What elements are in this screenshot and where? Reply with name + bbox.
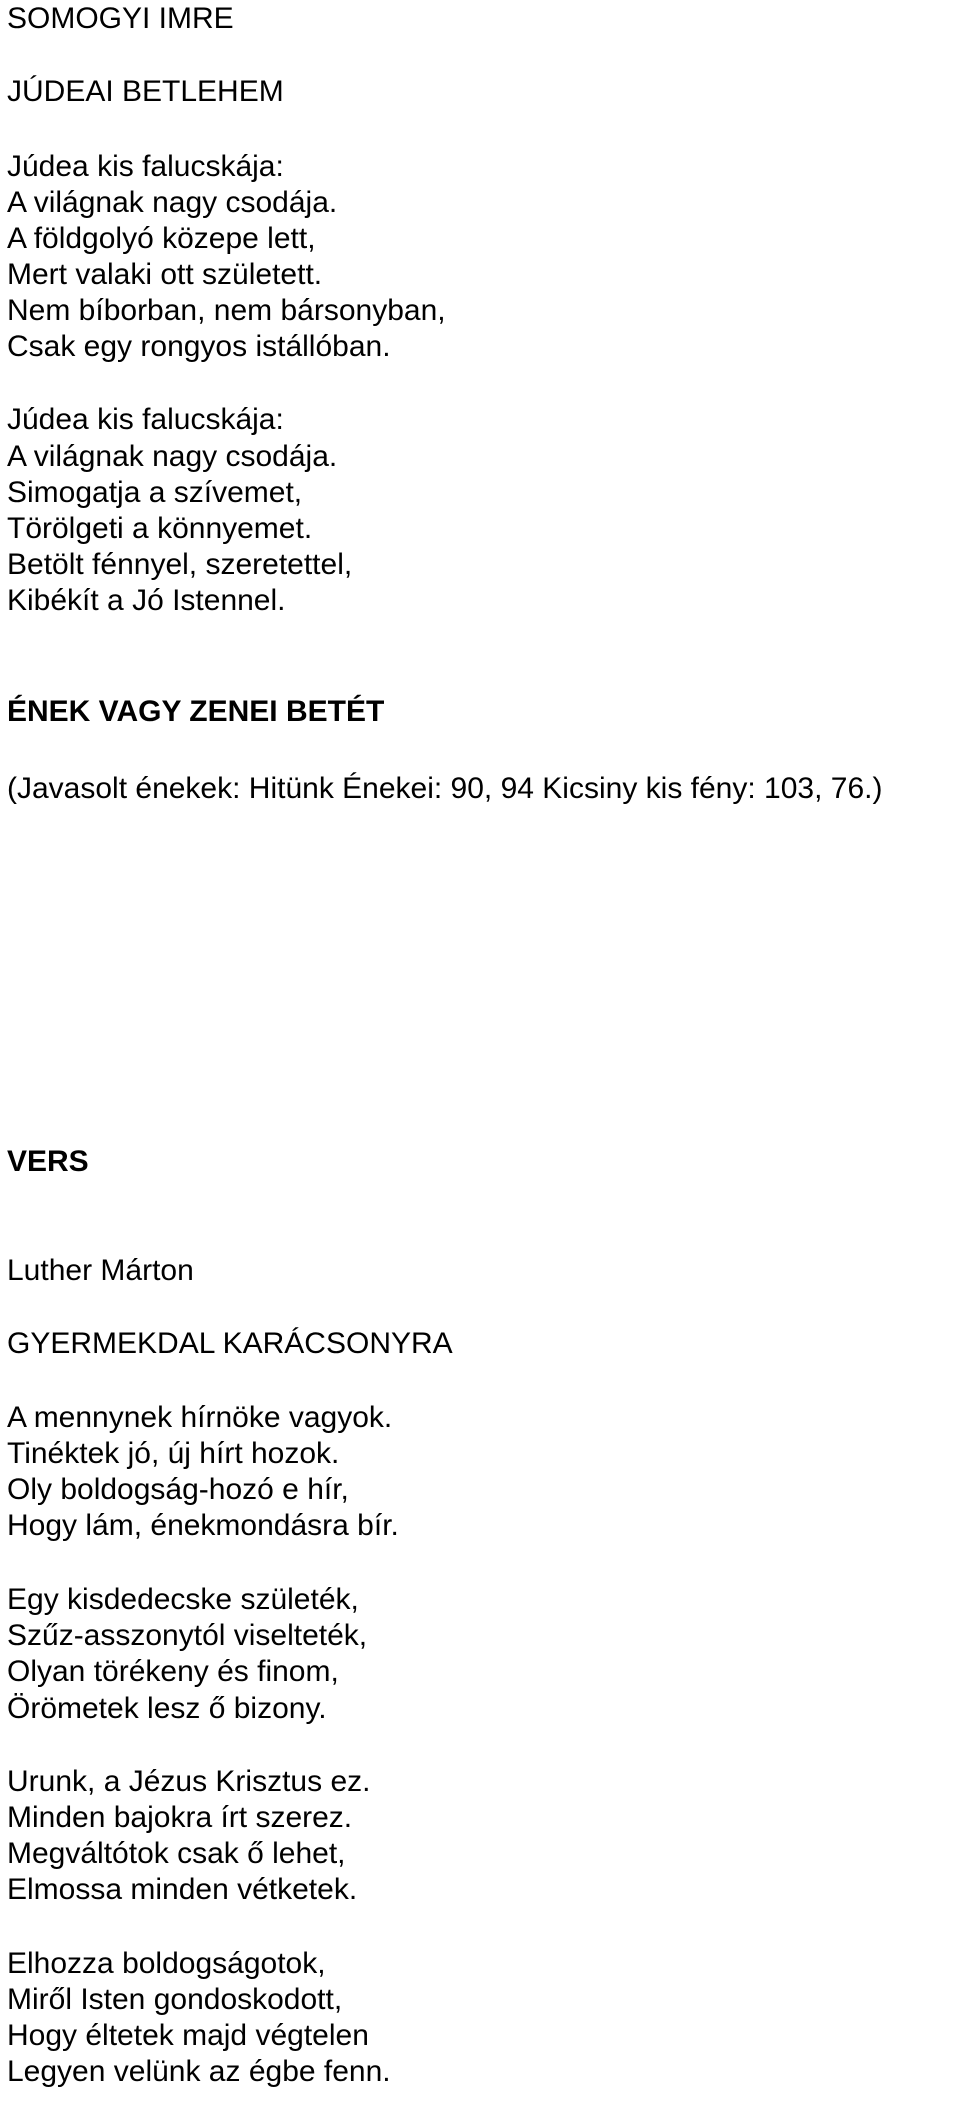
- poem-line: Elmossa minden vétketek.: [7, 1873, 358, 1906]
- poem-line: Hogy lám, énekmondásra bír.: [7, 1509, 399, 1542]
- poem-line: Júdea kis falucskája:: [7, 150, 284, 183]
- poem-line: Legyen velünk az égbe fenn.: [7, 2055, 391, 2088]
- poem-line: Mert valaki ott született.: [7, 258, 323, 291]
- poem-title: JÚDEAI BETLEHEM: [7, 75, 284, 108]
- poem-line: Tinéktek jó, új hírt hozok.: [7, 1437, 340, 1470]
- poem-line: Szűz-asszonytól viselteték,: [7, 1619, 368, 1652]
- poem-line: Kibékít a Jó Istennel.: [7, 584, 286, 617]
- poem-line: A mennynek hírnöke vagyok.: [7, 1401, 393, 1434]
- poem-line: A földgolyó közepe lett,: [7, 222, 316, 255]
- poem-line: Betölt fénnyel, szeretettel,: [7, 548, 353, 581]
- poem-line: Júdea kis falucskája:: [7, 403, 284, 436]
- vers-heading: VERS: [7, 1145, 89, 1178]
- poem-line: Egy kisdedecske születék,: [7, 1583, 359, 1616]
- poem-line: Hogy éltetek majd végtelen: [7, 2019, 369, 2052]
- author-name: SOMOGYI IMRE: [7, 2, 234, 35]
- song-suggestion: (Javasolt énekek: Hitünk Énekei: 90, 94 Kicsiny kis fény: 103, 76.): [7, 772, 883, 805]
- poem-line: Minden bajokra írt szerez.: [7, 1801, 353, 1834]
- poem-line: Elhozza boldogságotok,: [7, 1947, 326, 1980]
- poem-line: Nem bíborban, nem bársonyban,: [7, 294, 446, 327]
- poem-line: Megváltótok csak ő lehet,: [7, 1837, 346, 1870]
- poem-line: A világnak nagy csodája.: [7, 186, 338, 219]
- poem-line: Örömetek lesz ő bizony.: [7, 1692, 327, 1725]
- poem-line: Urunk, a Jézus Krisztus ez.: [7, 1765, 371, 1798]
- poem-title: GYERMEKDAL KARÁCSONYRA: [7, 1327, 453, 1360]
- song-heading: ÉNEK VAGY ZENEI BETÉT: [7, 695, 385, 728]
- poem-author: Luther Márton: [7, 1254, 194, 1287]
- poem-line: Törölgeti a könnyemet.: [7, 512, 313, 545]
- poem-line: A világnak nagy csodája.: [7, 440, 338, 473]
- poem-line: Oly boldogság-hozó e hír,: [7, 1473, 349, 1506]
- poem-line: Miről Isten gondoskodott,: [7, 1983, 343, 2016]
- poem-line: Csak egy rongyos istállóban.: [7, 330, 391, 363]
- poem-line: Simogatja a szívemet,: [7, 476, 303, 509]
- poem-line: Olyan törékeny és finom,: [7, 1655, 339, 1688]
